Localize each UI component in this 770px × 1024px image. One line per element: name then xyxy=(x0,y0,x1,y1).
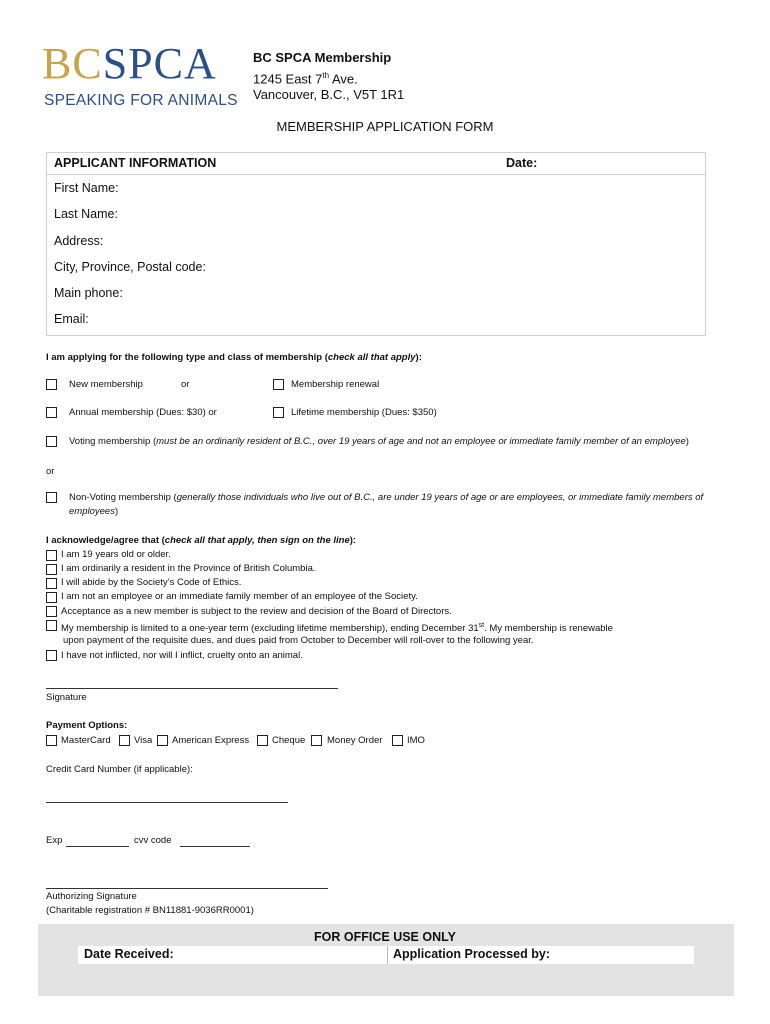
annual-membership-checkbox[interactable] xyxy=(46,407,57,418)
imo-checkbox[interactable] xyxy=(392,735,403,746)
amex-label: American Express xyxy=(172,735,250,746)
ack-employee-label: I am not an employee or an immediate family member of an employee of the Society. xyxy=(61,591,418,602)
cheque-checkbox[interactable] xyxy=(257,735,268,746)
main-phone-field[interactable]: Main phone: xyxy=(54,286,123,300)
signature-line[interactable] xyxy=(46,688,338,689)
ack-employee-checkbox[interactable] xyxy=(46,592,57,603)
ack-acceptance-label: Acceptance as a new member is subject to the review and decision of the Board of Directors. xyxy=(61,606,452,617)
office-use-title: FOR OFFICE USE ONLY xyxy=(314,930,456,944)
membership-intro: I am applying for the following type and class of membership (check all that apply): xyxy=(46,352,422,363)
applicant-header xyxy=(47,153,705,175)
or-label: or xyxy=(181,379,190,390)
cvv-line[interactable] xyxy=(180,846,250,847)
ack-cruelty-label: I have not inflicted, nor will I inflict, cruelty onto an animal. xyxy=(61,650,303,661)
office-use-fields xyxy=(78,946,694,964)
bcspca-logo xyxy=(42,39,217,88)
charitable-registration: (Charitable registration # BN11881-9036RR0001) xyxy=(46,905,254,916)
cvv-label: cvv code xyxy=(134,835,172,846)
nonvoting-membership-label: Non-Voting membership (generally those individuals who live out of B.C., are under 19 years of age or are employees, or immediate family members of employees) xyxy=(69,492,704,517)
email-field[interactable]: Email: xyxy=(54,312,89,326)
lifetime-membership-checkbox[interactable] xyxy=(273,407,284,418)
city-address: Vancouver, B.C., V5T 1R1 xyxy=(253,87,405,102)
membership-renewal-label: Membership renewal xyxy=(291,379,380,390)
payment-heading: Payment Options: xyxy=(46,720,128,731)
authorizing-signature-line[interactable] xyxy=(46,888,328,889)
signature-label: Signature xyxy=(46,692,87,703)
voting-membership-label: Voting membership (must be an ordinarily resident of B.C., over 19 years of age and not an employee or immediate family member of an employee) xyxy=(69,436,689,447)
ack-ethics-checkbox[interactable] xyxy=(46,578,57,589)
office-divider xyxy=(387,946,388,964)
credit-card-line[interactable] xyxy=(46,802,288,803)
visa-label: Visa xyxy=(134,735,153,746)
logo-tagline: SPEAKING FOR ANIMALS xyxy=(44,92,238,109)
ack-age-checkbox[interactable] xyxy=(46,550,57,561)
imo-label: IMO xyxy=(407,735,425,746)
ack-term-label-cont: upon payment of the requisite dues, and dues paid from October to December will roll-over to the following year. xyxy=(63,635,534,646)
money-order-label: Money Order xyxy=(327,735,383,746)
first-name-field[interactable]: First Name: xyxy=(54,181,119,195)
ack-age-label: I am 19 years old or older. xyxy=(61,549,171,560)
new-membership-checkbox[interactable] xyxy=(46,379,57,390)
membership-renewal-checkbox[interactable] xyxy=(273,379,284,390)
nonvoting-membership-checkbox[interactable] xyxy=(46,492,57,503)
new-membership-label: New membership xyxy=(69,379,143,390)
ack-resident-checkbox[interactable] xyxy=(46,564,57,575)
ack-acceptance-checkbox[interactable] xyxy=(46,606,57,617)
mastercard-checkbox[interactable] xyxy=(46,735,57,746)
lifetime-membership-label: Lifetime membership (Dues: $350) xyxy=(291,407,437,418)
money-order-checkbox[interactable] xyxy=(311,735,322,746)
or-label-2: or xyxy=(46,466,55,477)
date-received-field[interactable]: Date Received: xyxy=(84,947,174,961)
voting-membership-checkbox[interactable] xyxy=(46,436,57,447)
ack-term-label: My membership is limited to a one-year term (excluding lifetime membership), ending December 31st. My membership is renewable xyxy=(61,622,613,635)
acknowledge-heading: I acknowledge/agree that (check all that apply, then sign on the line): xyxy=(46,535,357,546)
ack-resident-label: I am ordinarily a resident in the Province of British Columbia. xyxy=(61,563,316,574)
ack-term-checkbox[interactable] xyxy=(46,620,57,631)
org-name: BC SPCA Membership xyxy=(253,50,392,65)
exp-label: Exp xyxy=(46,835,63,846)
amex-checkbox[interactable] xyxy=(157,735,168,746)
application-processed-field[interactable]: Application Processed by: xyxy=(393,947,550,961)
credit-card-label: Credit Card Number (if applicable): xyxy=(46,764,193,775)
visa-checkbox[interactable] xyxy=(119,735,130,746)
authorizing-signature-label: Authorizing Signature xyxy=(46,891,137,902)
applicant-info-box xyxy=(46,152,706,336)
cheque-label: Cheque xyxy=(272,735,306,746)
city-province-postal-field[interactable]: City, Province, Postal code: xyxy=(54,260,206,274)
exp-line[interactable] xyxy=(66,846,129,847)
form-title: MEMBERSHIP APPLICATION FORM xyxy=(276,119,494,134)
street-address: 1245 East 7th Ave. xyxy=(253,71,358,87)
mastercard-label: MasterCard xyxy=(61,735,111,746)
logo-bc: BC xyxy=(42,39,103,88)
last-name-field[interactable]: Last Name: xyxy=(54,207,118,221)
logo-spca: SPCA xyxy=(102,39,217,88)
ack-cruelty-checkbox[interactable] xyxy=(46,650,57,661)
ack-ethics-label: I will abide by the Society’s Code of Ethics. xyxy=(61,577,242,588)
date-field[interactable]: Date: xyxy=(506,156,538,170)
applicant-heading: APPLICANT INFORMATION xyxy=(54,156,217,170)
annual-membership-label: Annual membership (Dues: $30) or xyxy=(69,407,217,418)
address-field[interactable]: Address: xyxy=(54,234,104,248)
